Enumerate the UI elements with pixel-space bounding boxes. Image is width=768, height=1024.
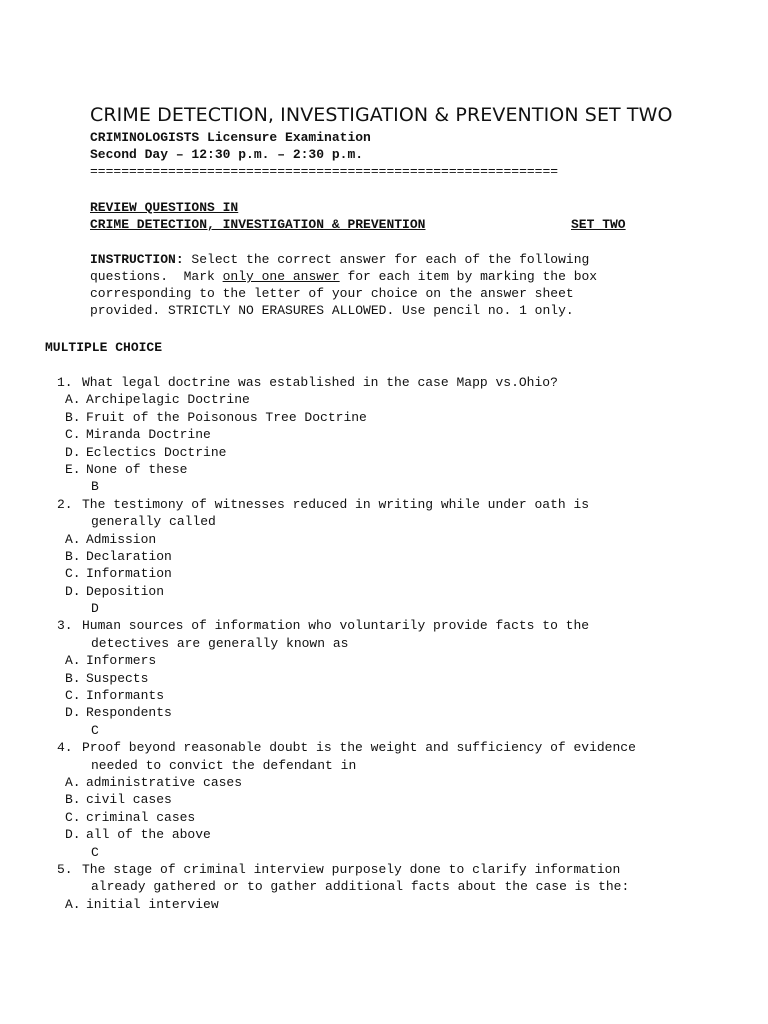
answer-key: C — [91, 844, 99, 860]
option-letter: A. — [65, 531, 81, 547]
answer-line — [0, 844, 768, 861]
option-text: administrative cases — [86, 774, 243, 790]
question-line — [0, 617, 768, 634]
separator-line: ============================================================ — [90, 164, 559, 179]
instruction-line1 — [90, 252, 589, 267]
option-text: Informants — [86, 688, 165, 704]
instruction-text2: questions. Mark — [90, 269, 223, 284]
option-letter: C. — [65, 566, 81, 582]
question-line — [0, 496, 768, 513]
option-item — [0, 687, 768, 704]
instruction-text1: Select the correct answer for each of the following — [183, 252, 590, 267]
review-heading-line2: CRIME DETECTION, INVESTIGATION & PREVENTION — [90, 217, 426, 232]
option-text: initial interview — [86, 896, 219, 912]
option-text: Declaration — [86, 548, 172, 564]
instruction-underlined: only one answer — [222, 269, 340, 284]
option-letter: B. — [65, 670, 81, 686]
option-item — [0, 704, 768, 721]
option-text: Eclectics Doctrine — [86, 444, 227, 460]
question-continuation — [0, 878, 768, 895]
question-continuation — [0, 757, 768, 774]
option-letter: B. — [65, 792, 81, 808]
instruction-line2 — [90, 269, 597, 284]
option-item — [0, 809, 768, 826]
instruction-label: INSTRUCTION: — [90, 252, 184, 267]
option-item — [0, 791, 768, 808]
option-item — [0, 774, 768, 791]
option-text: Archipelagic Doctrine — [86, 392, 250, 408]
option-letter: D. — [65, 827, 81, 843]
option-letter: A. — [65, 653, 81, 669]
question-list — [0, 374, 768, 913]
option-text: Admission — [86, 531, 157, 547]
option-item — [0, 670, 768, 687]
option-letter: D. — [65, 583, 81, 599]
question-text: Proof beyond reasonable doubt is the weight and sufficiency of evidence — [82, 740, 636, 756]
option-letter: A. — [65, 774, 81, 790]
option-text: Respondents — [86, 705, 172, 721]
document-title: CRIME DETECTION, INVESTIGATION & PREVENTION SET TWO — [90, 104, 673, 126]
option-text: Informers — [86, 653, 157, 669]
option-text: Miranda Doctrine — [86, 427, 211, 443]
answer-key: C — [91, 722, 99, 738]
option-letter: A. — [65, 392, 81, 408]
option-text: None of these — [86, 461, 188, 477]
exam-schedule: Second Day – 12:30 p.m. – 2:30 p.m. — [90, 147, 364, 162]
review-heading-line1: REVIEW QUESTIONS IN — [90, 200, 239, 215]
answer-line — [0, 478, 768, 495]
option-letter: D. — [65, 705, 81, 721]
answer-line — [0, 600, 768, 617]
option-item — [0, 548, 768, 565]
option-letter: C. — [65, 809, 81, 825]
option-item — [0, 565, 768, 582]
answer-key: B — [91, 479, 99, 495]
option-letter: E. — [65, 461, 81, 477]
set-label: SET TWO — [571, 217, 626, 232]
question-continuation — [0, 635, 768, 652]
question-text: Human sources of information who voluntarily provide facts to the — [82, 618, 590, 634]
answer-line — [0, 722, 768, 739]
option-text: Suspects — [86, 670, 149, 686]
question-line — [0, 739, 768, 756]
question-continuation — [0, 513, 768, 530]
option-letter: C. — [65, 427, 81, 443]
question-number: 1. — [57, 375, 73, 390]
option-text: all of the above — [86, 827, 211, 843]
answer-key: D — [91, 601, 99, 617]
question-text: What legal doctrine was established in the case Mapp vs.Ohio? — [82, 375, 558, 390]
question-text: needed to convict the defendant in — [91, 757, 357, 773]
option-letter: A. — [65, 896, 81, 912]
option-item — [0, 409, 768, 426]
option-text: Information — [86, 566, 172, 582]
option-item — [0, 391, 768, 408]
option-letter: B. — [65, 548, 81, 564]
option-text: criminal cases — [86, 809, 196, 825]
question-text: The testimony of witnesses reduced in writing while under oath is — [82, 496, 590, 512]
question-number: 3. — [57, 618, 73, 634]
option-text: Fruit of the Poisonous Tree Doctrine — [86, 409, 367, 425]
question-number: 2. — [57, 496, 73, 512]
option-text: Deposition — [86, 583, 165, 599]
section-label: MULTIPLE CHOICE — [45, 340, 163, 355]
question-number: 4. — [57, 740, 73, 756]
option-item — [0, 444, 768, 461]
question-text: detectives are generally known as — [91, 635, 349, 651]
option-item — [0, 652, 768, 669]
instruction-line4: provided. STRICTLY NO ERASURES ALLOWED. Use pencil no. 1 only. — [90, 303, 574, 318]
option-text: civil cases — [86, 792, 172, 808]
option-item — [0, 826, 768, 843]
question-number: 5. — [57, 861, 73, 877]
option-letter: C. — [65, 688, 81, 704]
question-text: The stage of criminal interview purposely done to clarify information — [82, 861, 621, 877]
exam-subtitle: CRIMINOLOGISTS Licensure Examination — [90, 130, 371, 145]
instruction-line3: corresponding to the letter of your choice on the answer sheet — [90, 286, 574, 301]
question-text: generally called — [91, 514, 216, 530]
question-line — [0, 374, 768, 391]
option-item — [0, 583, 768, 600]
instruction-text3: for each item by marking the box — [339, 269, 598, 284]
option-letter: B. — [65, 409, 81, 425]
option-item — [0, 426, 768, 443]
option-item — [0, 531, 768, 548]
question-text: already gathered or to gather additional facts about the case is the: — [91, 879, 630, 895]
option-letter: D. — [65, 444, 81, 460]
option-item — [0, 461, 768, 478]
option-item — [0, 896, 768, 913]
question-line — [0, 861, 768, 878]
